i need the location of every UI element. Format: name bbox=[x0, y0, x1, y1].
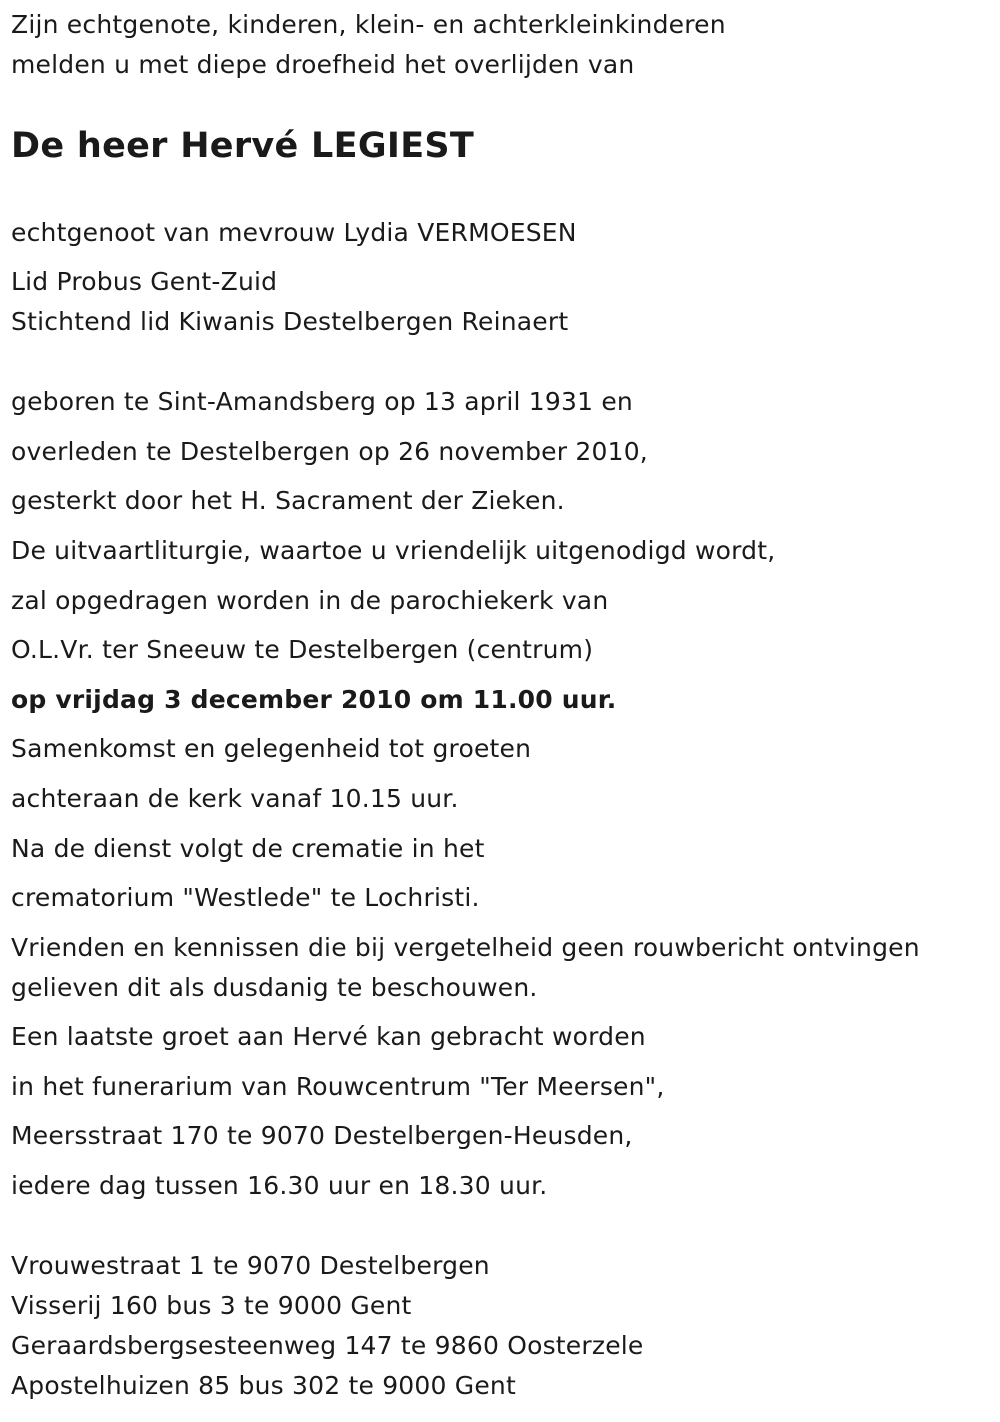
body-line: gesterkt door het H. Sacrament der Zieken. bbox=[11, 486, 565, 515]
address-line: Vrouwestraat 1 te 9070 Destelbergen bbox=[11, 1251, 490, 1280]
deceased-name: De heer Hervé LEGIEST bbox=[11, 126, 475, 166]
address-line: Visserij 160 bus 3 te 9000 Gent bbox=[11, 1291, 412, 1320]
body-line: overleden te Destelbergen op 26 november 2010, bbox=[11, 437, 648, 466]
body-line: Vrienden en kennissen die bij vergetelheid geen rouwbericht ontvingen bbox=[11, 933, 920, 962]
body-line: in het funerarium van Rouwcentrum "Ter Meersen", bbox=[11, 1072, 665, 1101]
body-line: achteraan de kerk vanaf 10.15 uur. bbox=[11, 784, 459, 813]
address-line: Geraardsbergsesteenweg 147 te 9860 Oosterzele bbox=[11, 1331, 644, 1360]
body-line: gelieven dit als dusdanig te beschouwen. bbox=[11, 973, 538, 1002]
body-line: Samenkomst en gelegenheid tot groeten bbox=[11, 734, 532, 763]
body-line: Een laatste groet aan Hervé kan gebracht worden bbox=[11, 1022, 646, 1051]
body-line: Meersstraat 170 te 9070 Destelbergen-Heusden, bbox=[11, 1121, 633, 1150]
body-line: Na de dienst volgt de crematie in het bbox=[11, 834, 485, 863]
intro-line: Zijn echtgenote, kinderen, klein- en achterkleinkinderen bbox=[11, 10, 726, 39]
body-line: geboren te Sint-Amandsberg op 13 april 1931 en bbox=[11, 387, 633, 416]
address-line: Apostelhuizen 85 bus 302 te 9000 Gent bbox=[11, 1371, 516, 1400]
relation-line: Stichtend lid Kiwanis Destelbergen Reinaert bbox=[11, 307, 569, 336]
body-line: De uitvaartliturgie, waartoe u vriendelijk uitgenodigd wordt, bbox=[11, 536, 776, 565]
body-line: O.L.Vr. ter Sneeuw te Destelbergen (centrum) bbox=[11, 635, 594, 664]
funeral-date: op vrijdag 3 december 2010 om 11.00 uur. bbox=[11, 685, 617, 714]
body-line: zal opgedragen worden in de parochiekerk van bbox=[11, 586, 609, 615]
relation-line: Lid Probus Gent-Zuid bbox=[11, 267, 278, 296]
relation-line: echtgenoot van mevrouw Lydia VERMOESEN bbox=[11, 218, 577, 247]
intro-line: melden u met diepe droefheid het overlijden van bbox=[11, 50, 635, 79]
body-line: iedere dag tussen 16.30 uur en 18.30 uur. bbox=[11, 1171, 548, 1200]
body-line: crematorium "Westlede" te Lochristi. bbox=[11, 883, 480, 912]
